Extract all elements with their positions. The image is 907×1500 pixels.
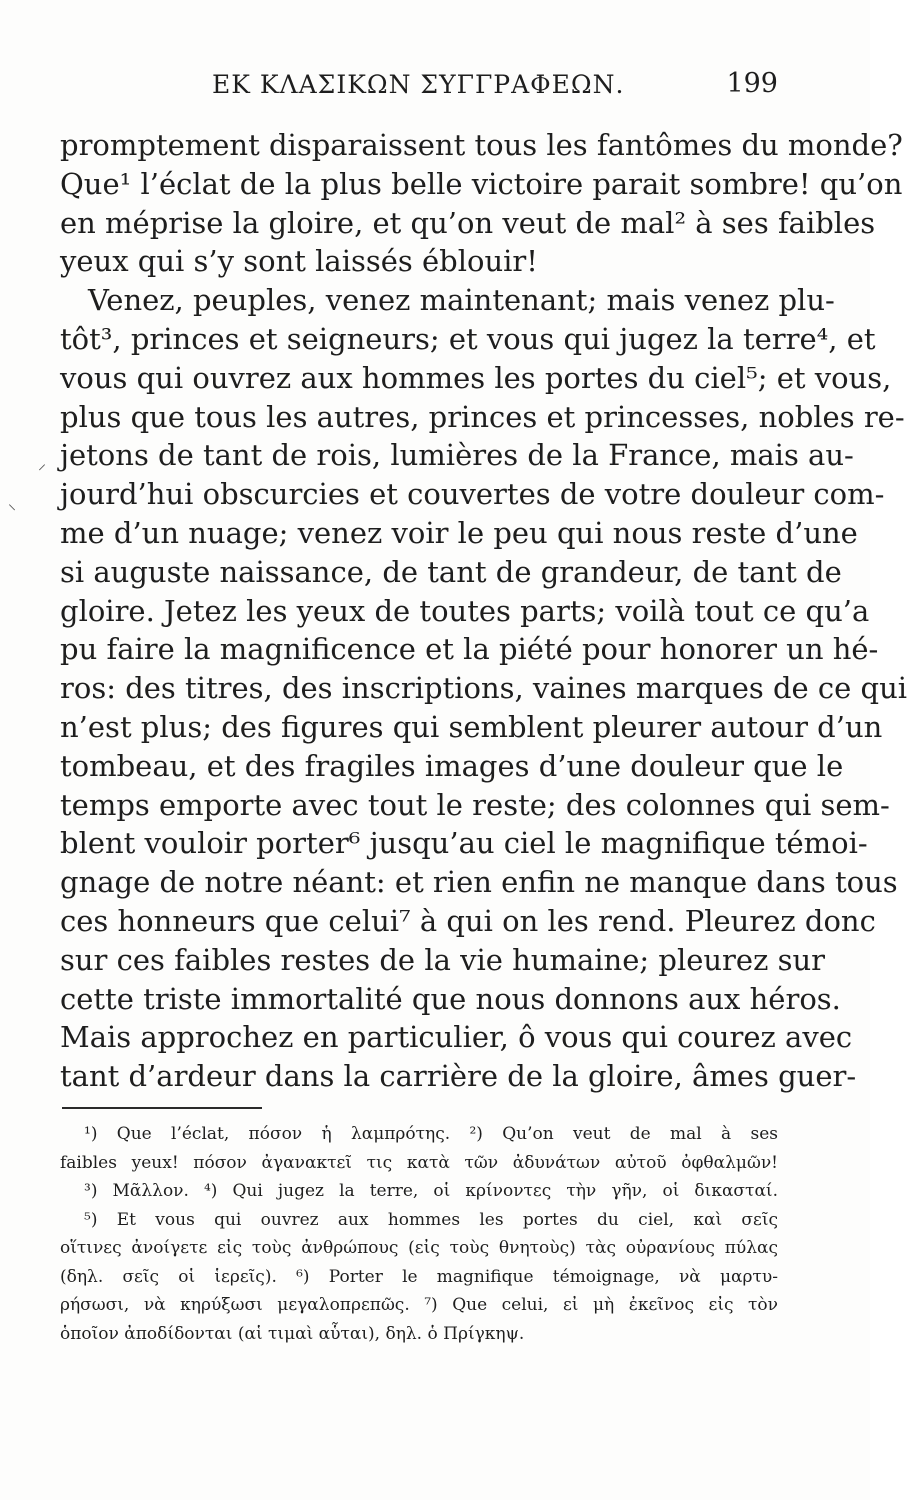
text-line: tôt³, princes et seigneurs; et vous qui jugez la terre⁴, et (60, 321, 876, 356)
footnote-line: ὁποῖον ἀποδίδονται (αἱ τιμαὶ αὗται), δηλ. ὁ Πρίγκηψ. (60, 1323, 525, 1344)
text-line: n’est plus; des figures qui semblent pleurer autour d’un (60, 709, 883, 744)
text-line: vous qui ouvrez aux hommes les portes du ciel⁵; et vous, (60, 360, 892, 395)
text-line: yeux qui s’y sont laissés éblouir! (60, 244, 538, 279)
footnote-line: (δηλ. σεῖς οἱ ἱερεῖς). ⁶) Porter le magnifique témoignage, νὰ μαρτυ- (60, 1266, 778, 1287)
text-line: ces honneurs que celui⁷ à qui on les rend. Pleurez donc (60, 903, 876, 938)
running-head (62, 70, 778, 110)
text-line: temps emporte avec tout le reste; des colonnes qui sem- (60, 787, 890, 822)
margin-tick-mark: ⸜ (8, 494, 17, 513)
margin-tick-mark: ⸝ (38, 454, 47, 473)
text-line: tant d’ardeur dans la carrière de la gloire, âmes guer- (60, 1059, 857, 1094)
footnote-line: οἵτινες ἀνοίγετε εἰς τοὺς ἀνθρώπους (εἰς τοὺς θνητοὺς) τὰς οὐρανίους πύλας (60, 1238, 778, 1258)
text-line: sur ces faibles restes de la vie humaine; pleurez sur (60, 942, 826, 977)
text-line: pu faire la magnificence et la piété pour honorer un hé- (60, 632, 879, 667)
text-line: gloire. Jetez les yeux de toutes parts; voilà tout ce qu’a (60, 593, 870, 628)
text-line: ros: des titres, des inscriptions, vaines marques de ce qui (60, 671, 907, 706)
text-line: gnage de notre néant: et rien enfin ne manque dans tous (60, 865, 898, 900)
text-line: jourd’hui obscurcies et couvertes de votre douleur com- (60, 477, 885, 512)
footnote-line: ρήσωσι, νὰ κηρύξωσι μεγαλοπρεπῶς. ⁷) Que celui, εἰ μὴ ἐκεῖνος εἰς τὸν (60, 1295, 778, 1315)
footnote-rule (62, 1107, 262, 1109)
footnote-line: ⁵) Et vous qui ouvrez aux hommes les portes du ciel, καὶ σεῖς (84, 1209, 778, 1230)
text-line: promptement disparaissent tous les fantômes du monde? (60, 128, 903, 162)
page-number: 199 (726, 68, 778, 99)
text-line: Venez, peuples, venez maintenant; mais venez plu- (88, 283, 835, 318)
text-line: en méprise la gloire, et qu’on veut de mal² à ses faibles (60, 205, 876, 240)
text-line: jetons de tant de rois, lumières de la France, mais au- (60, 438, 854, 473)
text-line: cette triste immortalité que nous donnons aux héros. (60, 981, 841, 1016)
text-line: Que¹ l’éclat de la plus belle victoire parait sombre! qu’on (60, 166, 903, 201)
text-line: blent vouloir porter⁶ jusqu’au ciel le magnifique témoi- (60, 826, 868, 861)
text-line: Mais approchez en particulier, ô vous qui courez avec (60, 1020, 853, 1055)
text-line: plus que tous les autres, princes et princesses, nobles re- (60, 399, 905, 434)
running-head-title: ΕΚ ΚΛΑΣΙΚΩΝ ΣΥΓΓΡΑΦΕΩΝ. (212, 70, 625, 99)
footnote-line: faibles yeux! πόσον ἀγανακτεῖ τις κατὰ τῶν ἀδυνάτων αὐτοῦ ὀφθαλμῶν! (60, 1152, 778, 1173)
body-text (60, 126, 907, 1096)
text-line: si auguste naissance, de tant de grandeur, de tant de (60, 554, 842, 589)
footnote-line: ³) Μᾶλλον. ⁴) Qui jugez la terre, οἱ κρίνοντες τὴν γῆν, οἱ δικασταί. (84, 1181, 778, 1201)
text-line: me d’un nuage; venez voir le peu qui nous reste d’une (60, 515, 858, 550)
footnote-line: ¹) Que l’éclat, πόσον ἡ λαμπρότης. ²) Qu’on veut de mal à ses (84, 1124, 778, 1144)
text-line: tombeau, et des fragiles images d’une douleur que le (60, 748, 844, 783)
footnotes (60, 1120, 778, 1348)
